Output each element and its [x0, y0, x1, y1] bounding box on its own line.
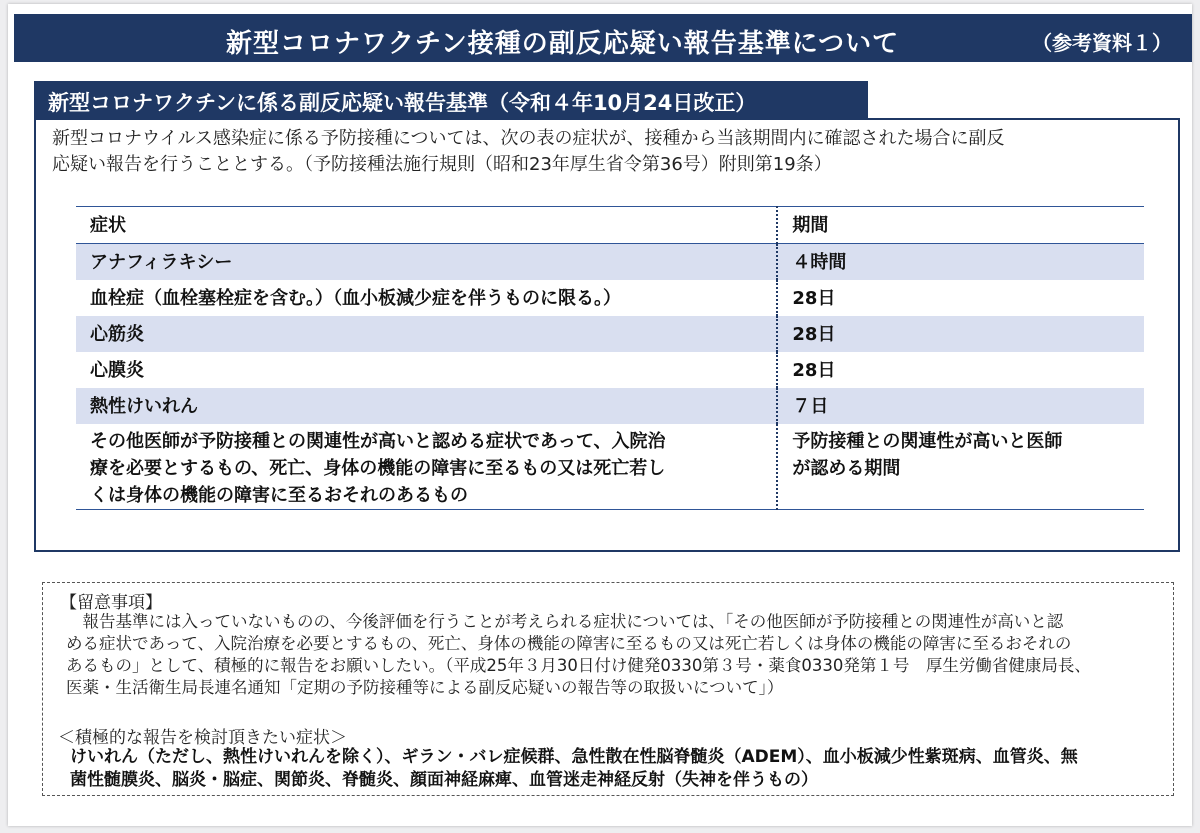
symptom-cell: 熱性けいれん [76, 388, 777, 424]
symptom-cell: アナフィラキシー [76, 244, 777, 281]
symptom-cell: 心膜炎 [76, 352, 777, 388]
section-header [34, 81, 868, 119]
document-page [8, 4, 1192, 826]
table-row [76, 316, 1144, 352]
section-title: 新型コロナワクチンに係る副反応疑い報告基準（令和４年10月24日改正） [48, 91, 757, 115]
symptom-cell: 心筋炎 [76, 316, 777, 352]
symptom-cell: その他医師が予防接種との関連性が高いと認める症状であって、入院治 療を必要とするもの、死亡、身体の機能の障害に至るもの又は死亡若し くは身体の機能の障害に至るおそれのあるもの [76, 424, 777, 510]
period-cell: 28日 [777, 316, 1144, 352]
column-header-period: 期間 [777, 207, 1144, 244]
section-intro: 新型コロナウイルス感染症に係る予防接種については、次の表の症状が、接種から当該期間内に確認された場合に副反 応疑い報告を行うこととする。（予防接種法施行規則（昭和23年厚生省令第36号）附則第19条） [52, 128, 1005, 175]
symptom-cell: 血栓症（血栓塞栓症を含む。）（血小板減少症を伴うものに限る。） [76, 280, 777, 316]
table-row [76, 388, 1144, 424]
table-row [76, 352, 1144, 388]
table-header-row [76, 207, 1144, 244]
criteria-table [76, 206, 1144, 510]
period-cell: 28日 [792, 287, 836, 309]
page-title: 新型コロナワクチン接種の副反応疑い報告基準について [226, 29, 900, 59]
table-row [76, 280, 1144, 316]
reference-label: （参考資料１） [1032, 31, 1172, 55]
table-row [76, 244, 1144, 281]
period-cell: 予防接種との関連性が高いと医師 が認める期間 [777, 424, 1144, 510]
recommended-symptoms-heading: ＜積極的な報告を検討頂きたい症状＞ [58, 728, 347, 748]
period-cell: ７日 [777, 388, 1144, 424]
notes-body: 報告基準には入っていないものの、今後評価を行うことが考えられる症状については、「その他医師が予防接種との関連性が高いと認 める症状であって、入院治療を必要とするもの、死亡、身体の機能の障害に至るもの又は死亡若しくは身体の機能の障害に至るおそれの あるもの」として、積極的に報告をお願いしたい。（平成25年３月30日付け健発0330第３号・薬食0330発第１号 厚生労働省健康局長、 医薬・生活衛生局長連名通知「定期の予防接種等による副反応疑いの報告等の取扱いについて」） [66, 612, 1091, 697]
table-row [76, 424, 1144, 510]
period-cell: 28日 [792, 359, 836, 381]
page-header [14, 14, 1192, 62]
column-header-symptom: 症状 [76, 207, 777, 244]
notes-heading: 【留意事項】 [60, 593, 162, 613]
period-cell: ４時間 [777, 244, 1144, 281]
recommended-symptoms-list: けいれん（ただし、熱性けいれんを除く）、ギラン・バレ症候群、急性散在性脳脊髄炎（ADEM）、血小板減少性紫斑病、血管炎、無 菌性髄膜炎、脳炎・脳症、関節炎、脊髄炎、顔面神経麻痺、血管迷走神経反射（失神を伴うもの） [70, 747, 1078, 790]
